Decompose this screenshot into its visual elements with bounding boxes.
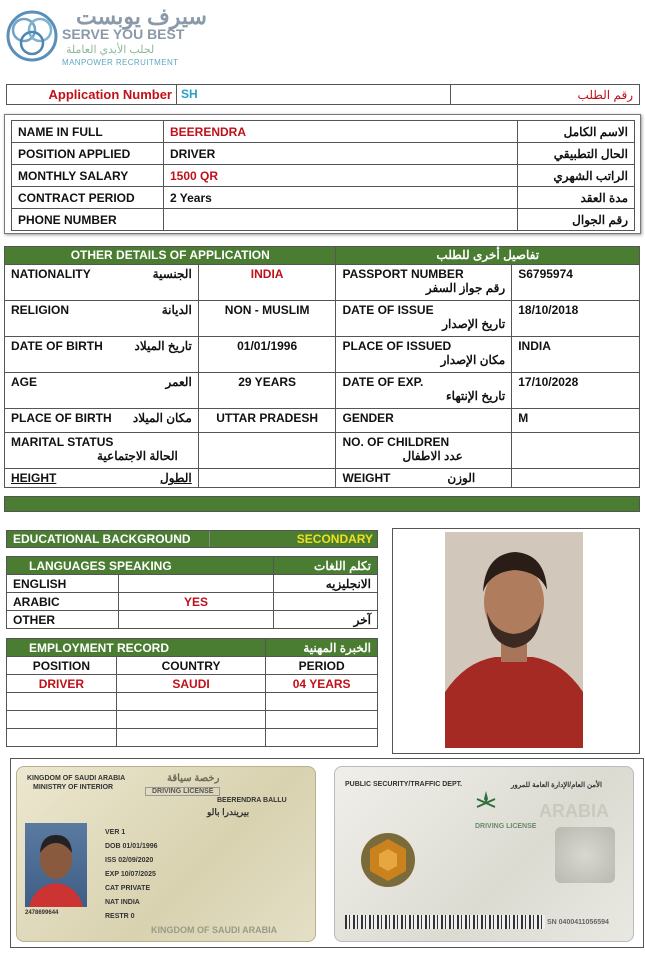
table-row (12, 187, 635, 209)
employment-period (266, 729, 378, 747)
contract-label: CONTRACT PERIOD (12, 187, 164, 209)
license-dob: DOB 01/01/1996 (105, 843, 158, 850)
children-value (512, 433, 640, 469)
table-row (5, 301, 640, 337)
pob-value: UTTAR PRADESH (198, 409, 336, 433)
table-row (7, 675, 378, 693)
nationality-label-ar: الجنسية (152, 267, 192, 281)
license-title-ar: رخصة سياقة (167, 773, 220, 784)
children-label: NO. OF CHILDREN (342, 435, 450, 449)
table-row (7, 729, 378, 747)
place-issued-label: PLACE OF ISSUED (342, 339, 452, 353)
table-row (7, 611, 378, 629)
license-nat: NAT INDIA (105, 899, 140, 906)
license-restr: RESTR 0 (105, 913, 135, 920)
license-back-right-title: الأمن العام/الإدارة العامة للمرور (511, 782, 602, 789)
employment-period (266, 711, 378, 729)
gold-chip-icon (359, 831, 417, 889)
dob-label: DATE OF BIRTH (11, 339, 103, 353)
place-issued-value: INDIA (512, 337, 640, 373)
language-name-ar (274, 593, 378, 611)
phone-value (164, 209, 518, 231)
language-name-ar: الانجليزيه (274, 575, 378, 593)
employment-table (6, 638, 378, 747)
languages-section (6, 556, 378, 629)
exp-label-ar: تاريخ الإنتهاء (446, 389, 506, 403)
phone-label-ar: رقم الجوال (518, 209, 635, 231)
language-name-ar: آخر (274, 611, 378, 629)
logo-subtitle: MANPOWER RECRUITMENT (62, 58, 179, 67)
license-back-left-title: PUBLIC SECURITY/TRAFFIC DEPT. (345, 781, 463, 788)
barcode-icon (345, 915, 545, 929)
logo-arabic-subtitle: لجلب الأيدي العاملة (66, 44, 155, 56)
passport-label: PASSPORT NUMBER (342, 267, 464, 281)
position-value: DRIVER (164, 143, 518, 165)
position-label: POSITION APPLIED (12, 143, 164, 165)
logo-english-name: SERVE YOU BEST (62, 26, 185, 42)
dob-value: 01/01/1996 (198, 337, 336, 373)
weight-label: WEIGHT (342, 471, 391, 485)
employment-section (6, 638, 378, 747)
language-value (118, 611, 273, 629)
marital-value (198, 433, 336, 469)
table-row (12, 143, 635, 165)
age-value: 29 YEARS (198, 373, 336, 409)
license-title-en: DRIVING LICENSE (145, 787, 220, 796)
employment-position (7, 729, 117, 747)
license-photo (25, 823, 87, 907)
weight-label-ar: الوزن (447, 471, 476, 485)
license-id-number: 2478699644 (25, 910, 59, 916)
employment-country (116, 711, 266, 729)
employment-period (266, 693, 378, 711)
table-row (12, 165, 635, 187)
language-name: OTHER (7, 611, 119, 629)
driving-license-front (16, 766, 316, 942)
salary-label: MONTHLY SALARY (12, 165, 164, 187)
application-number-row (6, 84, 640, 105)
position-label-ar: الحال التطبيقي (518, 143, 635, 165)
employment-period: 04 YEARS (266, 675, 378, 693)
phone-label: PHONE NUMBER (12, 209, 164, 231)
other-details-section (4, 246, 640, 488)
application-number-value: SH (177, 85, 451, 104)
table-row (7, 575, 378, 593)
table-row (7, 557, 378, 575)
license-footer: KINGDOM OF SAUDI ARABIA (151, 925, 278, 935)
table-row (7, 657, 378, 675)
nationality-label: NATIONALITY (11, 267, 91, 281)
contract-label-ar: مدة العقد (518, 187, 635, 209)
height-label-ar: الطول (160, 471, 192, 485)
other-header-en: OTHER DETAILS OF APPLICATION (5, 247, 336, 265)
table-row (5, 469, 640, 488)
gender-label: GENDER (336, 409, 512, 433)
gender-value: M (512, 409, 640, 433)
dob-label-ar: تاريخ الميلاد (134, 339, 192, 353)
table-row (7, 593, 378, 611)
employment-country: SAUDI (116, 675, 266, 693)
height-value (198, 469, 336, 488)
license-back-serial: SN 0400411056594 (547, 919, 609, 926)
section-divider-bar (4, 496, 640, 512)
age-label-ar: العمر (165, 375, 192, 389)
pob-label: PLACE OF BIRTH (11, 411, 112, 425)
exp-label: DATE OF EXP. (342, 375, 424, 389)
weight-value (512, 469, 640, 488)
table-row (12, 209, 635, 231)
applicant-photo (445, 532, 583, 748)
table-row (5, 433, 640, 469)
age-label: AGE (11, 375, 38, 389)
language-name: ARABIC (7, 593, 119, 611)
table-row (5, 247, 640, 265)
license-cat: CAT PRIVATE (105, 885, 151, 892)
pob-label-ar: مكان الميلاد (132, 411, 192, 425)
driving-license-back (334, 766, 634, 942)
employment-position (7, 693, 117, 711)
issue-value: 18/10/2018 (512, 301, 640, 337)
marital-label-ar: الحالة الاجتماعية (97, 449, 178, 463)
column-header: POSITION (7, 657, 117, 675)
table-row (5, 337, 640, 373)
license-back-title-en: DRIVING LICENSE (475, 823, 537, 830)
contract-value: 2 Years (164, 187, 518, 209)
license-name-en: BEERENDRA BALLU (217, 797, 287, 804)
employment-country (116, 693, 266, 711)
saudi-emblem-icon (473, 789, 499, 815)
children-label-ar: عدد الاطفال (402, 449, 463, 463)
employment-country (116, 729, 266, 747)
personal-info-box (4, 114, 641, 234)
table-row (12, 121, 635, 143)
table-row (7, 639, 378, 657)
employment-header-en: EMPLOYMENT RECORD (7, 639, 266, 657)
personal-info-table (11, 120, 635, 231)
issue-label-ar: تاريخ الإصدار (442, 317, 506, 331)
person-portrait-icon (445, 532, 583, 748)
languages-header-en: LANGUAGES SPEAKING (7, 557, 274, 575)
place-issued-label-ar: مكان الإصدار (440, 353, 506, 367)
employment-position: DRIVER (7, 675, 117, 693)
name-label: NAME IN FULL (12, 121, 164, 143)
license-country: KINGDOM OF SAUDI ARABIA (27, 775, 126, 782)
table-row (5, 409, 640, 433)
issue-label: DATE OF ISSUE (342, 303, 434, 317)
application-number-label-ar: رقم الطلب (577, 87, 633, 102)
passport-value: S6795974 (512, 265, 640, 301)
application-number-label: Application Number (7, 85, 177, 104)
license-ministry: MINISTRY OF INTERIOR (33, 784, 114, 791)
logo-arabic-name: سيرف يوبست (76, 4, 207, 29)
language-value: YES (118, 593, 273, 611)
height-label: HEIGHT (11, 471, 57, 485)
religion-value: NON - MUSLIM (198, 301, 336, 337)
education-label: EDUCATIONAL BACKGROUND (7, 531, 209, 547)
exp-value: 17/10/2028 (512, 373, 640, 409)
education-row (6, 530, 378, 548)
table-row (5, 373, 640, 409)
religion-label-ar: الديانة (161, 303, 192, 317)
passport-label-ar: رقم جواز السفر (425, 281, 506, 295)
name-label-ar: الاسم الكامل (518, 121, 635, 143)
salary-value: 1500 QR (164, 165, 518, 187)
hologram-icon (555, 827, 615, 883)
language-name: ENGLISH (7, 575, 119, 593)
religion-label: RELIGION (11, 303, 70, 317)
license-name-ar: بيريندرا بالو (207, 807, 250, 817)
education-value: SECONDARY (209, 531, 377, 547)
company-logo-icon (4, 8, 60, 64)
salary-label-ar: الراتب الشهري (518, 165, 635, 187)
license-back-watermark: ARABIA (539, 801, 609, 821)
column-header: COUNTRY (116, 657, 266, 675)
other-details-table (4, 246, 640, 488)
license-ver: VER 1 (105, 829, 126, 836)
table-row (7, 693, 378, 711)
name-value: BEERENDRA (164, 121, 518, 143)
languages-table (6, 556, 378, 629)
marital-label: MARITAL STATUS (11, 435, 114, 449)
license-portrait-icon (25, 823, 87, 907)
nationality-value: INDIA (198, 265, 336, 301)
table-row (5, 265, 640, 301)
languages-header-ar: تكلم اللغات (274, 557, 378, 575)
table-row (7, 711, 378, 729)
license-exp: EXP 10/07/2025 (105, 871, 156, 878)
other-header-ar: تفاصيل أخرى للطلب (336, 247, 640, 265)
language-value (118, 575, 273, 593)
employment-position (7, 711, 117, 729)
license-iss: ISS 02/09/2020 (105, 857, 154, 864)
column-header: PERIOD (266, 657, 378, 675)
employment-header-ar: الخبرة المهنية (266, 639, 378, 657)
